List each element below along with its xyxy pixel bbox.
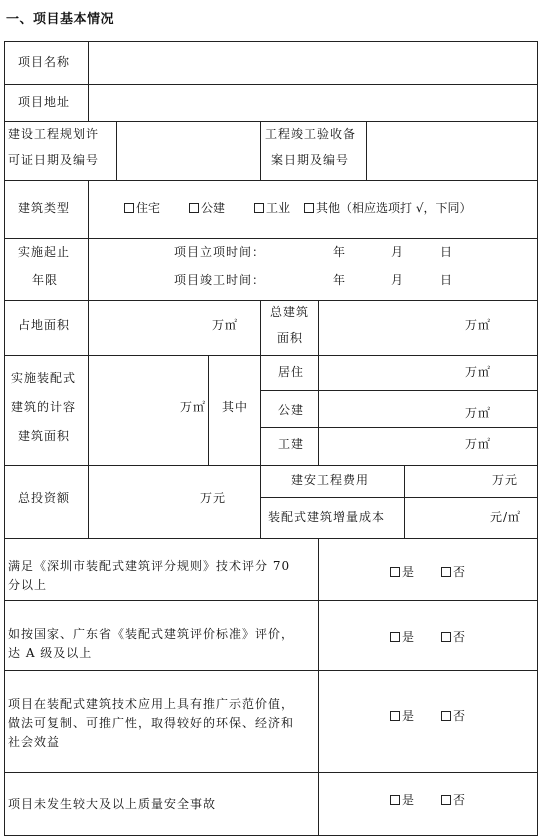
land-area-unit: 万㎡ — [212, 318, 239, 332]
rule-row5 — [4, 300, 538, 301]
no-label: 否 — [453, 793, 466, 807]
rule-label-col-a — [88, 41, 89, 121]
completion-filing-label-line1: 工程竣工验收备 — [265, 127, 357, 141]
project-name-label: 项目名称 — [18, 55, 71, 69]
completion-filing-field[interactable] — [368, 123, 536, 179]
start-time-label: 项目立项时间： — [174, 245, 266, 259]
criterion-1-line2: 分以上 — [8, 578, 48, 592]
building-type-public-label: 公建 — [201, 201, 226, 215]
yes-label: 是 — [402, 793, 415, 807]
planning-permit-label-line1: 建设工程规划许 — [8, 127, 100, 141]
planning-permit-field[interactable] — [118, 123, 258, 179]
criterion-1-no-checkbox[interactable] — [441, 564, 465, 580]
rule-row2 — [4, 121, 538, 122]
criterion-4-yes-checkbox[interactable] — [390, 792, 414, 808]
start-year-label: 年 — [333, 245, 347, 259]
total-area-label-line2: 面积 — [277, 331, 304, 345]
rule-row9 — [4, 600, 538, 601]
incremental-cost-field[interactable] — [406, 499, 488, 537]
criterion-2-yes-checkbox[interactable] — [390, 629, 414, 645]
criterion-1-line1: 满足《深圳市装配式建筑评分规则》技术评分 70 — [8, 559, 291, 573]
section-title: 一、项目基本情况 — [6, 12, 115, 27]
rule-criteria-col — [318, 538, 319, 835]
rule-row10 — [4, 670, 538, 671]
start-month-label: 月 — [391, 245, 405, 259]
checkbox-box[interactable] — [390, 795, 400, 805]
end-month-label: 月 — [391, 273, 405, 287]
building-type-label: 建筑类型 — [18, 201, 71, 215]
building-type-public-checkbox[interactable] — [189, 200, 225, 216]
no-label: 否 — [453, 565, 466, 579]
checkbox-box[interactable] — [124, 203, 134, 213]
building-type-industrial-checkbox[interactable] — [254, 200, 290, 216]
checkbox-box[interactable] — [390, 632, 400, 642]
industrial-unit: 万㎡ — [465, 437, 492, 451]
yes-label: 是 — [402, 709, 415, 723]
rule-right — [537, 41, 538, 836]
checkbox-box[interactable] — [189, 203, 199, 213]
period-label-line1: 实施起止 — [18, 245, 71, 259]
building-type-industrial-label: 工业 — [266, 201, 291, 215]
incremental-cost-label: 装配式建筑增量成本 — [268, 510, 386, 524]
yes-label: 是 — [402, 630, 415, 644]
checkbox-box[interactable] — [441, 632, 451, 642]
end-time-label: 项目竣工时间： — [174, 273, 266, 287]
land-area-label: 占地面积 — [18, 318, 71, 332]
criterion-2-line2: 达 A 级及以上 — [8, 646, 93, 660]
no-label: 否 — [453, 630, 466, 644]
building-type-residential-label: 住宅 — [136, 201, 161, 215]
rule-cost-col — [404, 465, 405, 538]
rule-residential-bottom — [260, 390, 538, 391]
construction-cost-label: 建安工程费用 — [291, 473, 370, 487]
total-area-unit: 万㎡ — [465, 318, 492, 332]
residential-label: 居住 — [278, 365, 305, 379]
rule-sub-label — [318, 300, 319, 465]
total-investment-unit: 万元 — [200, 491, 227, 505]
criterion-4-no-checkbox[interactable] — [441, 792, 465, 808]
prefab-area-field[interactable] — [90, 357, 178, 463]
criterion-3-no-checkbox[interactable] — [441, 708, 465, 724]
land-area-field[interactable] — [90, 302, 210, 354]
rule-row7 — [4, 465, 538, 466]
rule-label-col-b — [88, 180, 89, 538]
rule-among-left — [208, 355, 209, 465]
criterion-3-line1: 项目在装配式建筑技术应用上具有推广示范价值， — [8, 697, 295, 711]
criterion-3-line3: 社会效益 — [8, 735, 61, 749]
rule-label-col-permit — [116, 121, 117, 180]
prefab-label-line2: 建筑的计容 — [11, 400, 77, 414]
incremental-cost-unit: 元/㎡ — [490, 510, 522, 524]
end-day-label: 日 — [440, 273, 454, 287]
rule-row11 — [4, 772, 538, 773]
public-unit: 万㎡ — [465, 406, 492, 420]
rule-row8 — [4, 538, 538, 539]
yes-label: 是 — [402, 565, 415, 579]
industrial-field[interactable] — [320, 429, 460, 463]
total-investment-field[interactable] — [90, 467, 198, 537]
checkbox-box[interactable] — [390, 711, 400, 721]
project-address-field[interactable] — [90, 86, 536, 120]
rule-row1 — [4, 84, 538, 85]
building-type-residential-checkbox[interactable] — [124, 200, 160, 216]
no-label: 否 — [453, 709, 466, 723]
checkbox-box[interactable] — [304, 203, 314, 213]
rule-row4 — [4, 238, 538, 239]
rule-top — [4, 41, 538, 42]
criterion-4-line1: 项目未发生较大及以上质量安全事故 — [8, 797, 217, 811]
checkbox-box[interactable] — [390, 567, 400, 577]
public-label: 公建 — [278, 403, 305, 417]
project-address-label: 项目地址 — [18, 95, 71, 109]
rule-bottom — [4, 835, 538, 836]
project-name-field[interactable] — [90, 43, 536, 83]
criterion-3-yes-checkbox[interactable] — [390, 708, 414, 724]
checkbox-box[interactable] — [441, 711, 451, 721]
rule-row3 — [4, 180, 538, 181]
building-type-other-checkbox[interactable] — [304, 200, 471, 216]
building-type-other-label: 其他（相应选项打 √，下同） — [316, 201, 472, 215]
criterion-2-no-checkbox[interactable] — [441, 629, 465, 645]
rule-mid-area — [260, 300, 261, 538]
prefab-label-line3: 建筑面积 — [18, 429, 71, 443]
public-field[interactable] — [320, 392, 460, 426]
rule-land-bottom — [4, 355, 88, 356]
rule-left — [4, 41, 5, 836]
rule-total-area-bottom — [260, 355, 538, 356]
rule-land-value-bottom — [88, 355, 260, 356]
construction-cost-unit: 万元 — [492, 473, 519, 487]
criterion-3-line2: 做法可复制、可推广性，取得较好的环保、经济和 — [8, 716, 295, 730]
criterion-1-yes-checkbox[interactable] — [390, 564, 414, 580]
total-area-label-line1: 总建筑 — [270, 305, 310, 319]
construction-cost-field[interactable] — [406, 467, 490, 496]
criterion-2-line1: 如按国家、广东省《装配式建筑评价标准》评价， — [8, 627, 295, 641]
planning-permit-label-line2: 可证日期及编号 — [8, 153, 100, 167]
industrial-label: 工建 — [278, 437, 305, 451]
residential-field[interactable] — [320, 357, 460, 389]
rule-mid-permit — [260, 121, 261, 180]
completion-filing-label-line2: 案日期及编号 — [271, 153, 350, 167]
checkbox-box[interactable] — [254, 203, 264, 213]
checkbox-box[interactable] — [441, 795, 451, 805]
rule-cost-mid — [260, 497, 538, 498]
prefab-label-line1: 实施装配式 — [11, 371, 77, 385]
total-investment-label: 总投资额 — [18, 491, 71, 505]
prefab-area-unit: 万㎡ — [180, 400, 207, 414]
start-day-label: 日 — [440, 245, 454, 259]
end-year-label: 年 — [333, 273, 347, 287]
total-area-field[interactable] — [320, 302, 460, 354]
among-label: 其中 — [222, 400, 249, 414]
rule-public-bottom — [260, 427, 538, 428]
checkbox-box[interactable] — [441, 567, 451, 577]
rule-label-col-filing — [366, 121, 367, 180]
residential-unit: 万㎡ — [465, 365, 492, 379]
period-label-line2: 年限 — [32, 273, 59, 287]
